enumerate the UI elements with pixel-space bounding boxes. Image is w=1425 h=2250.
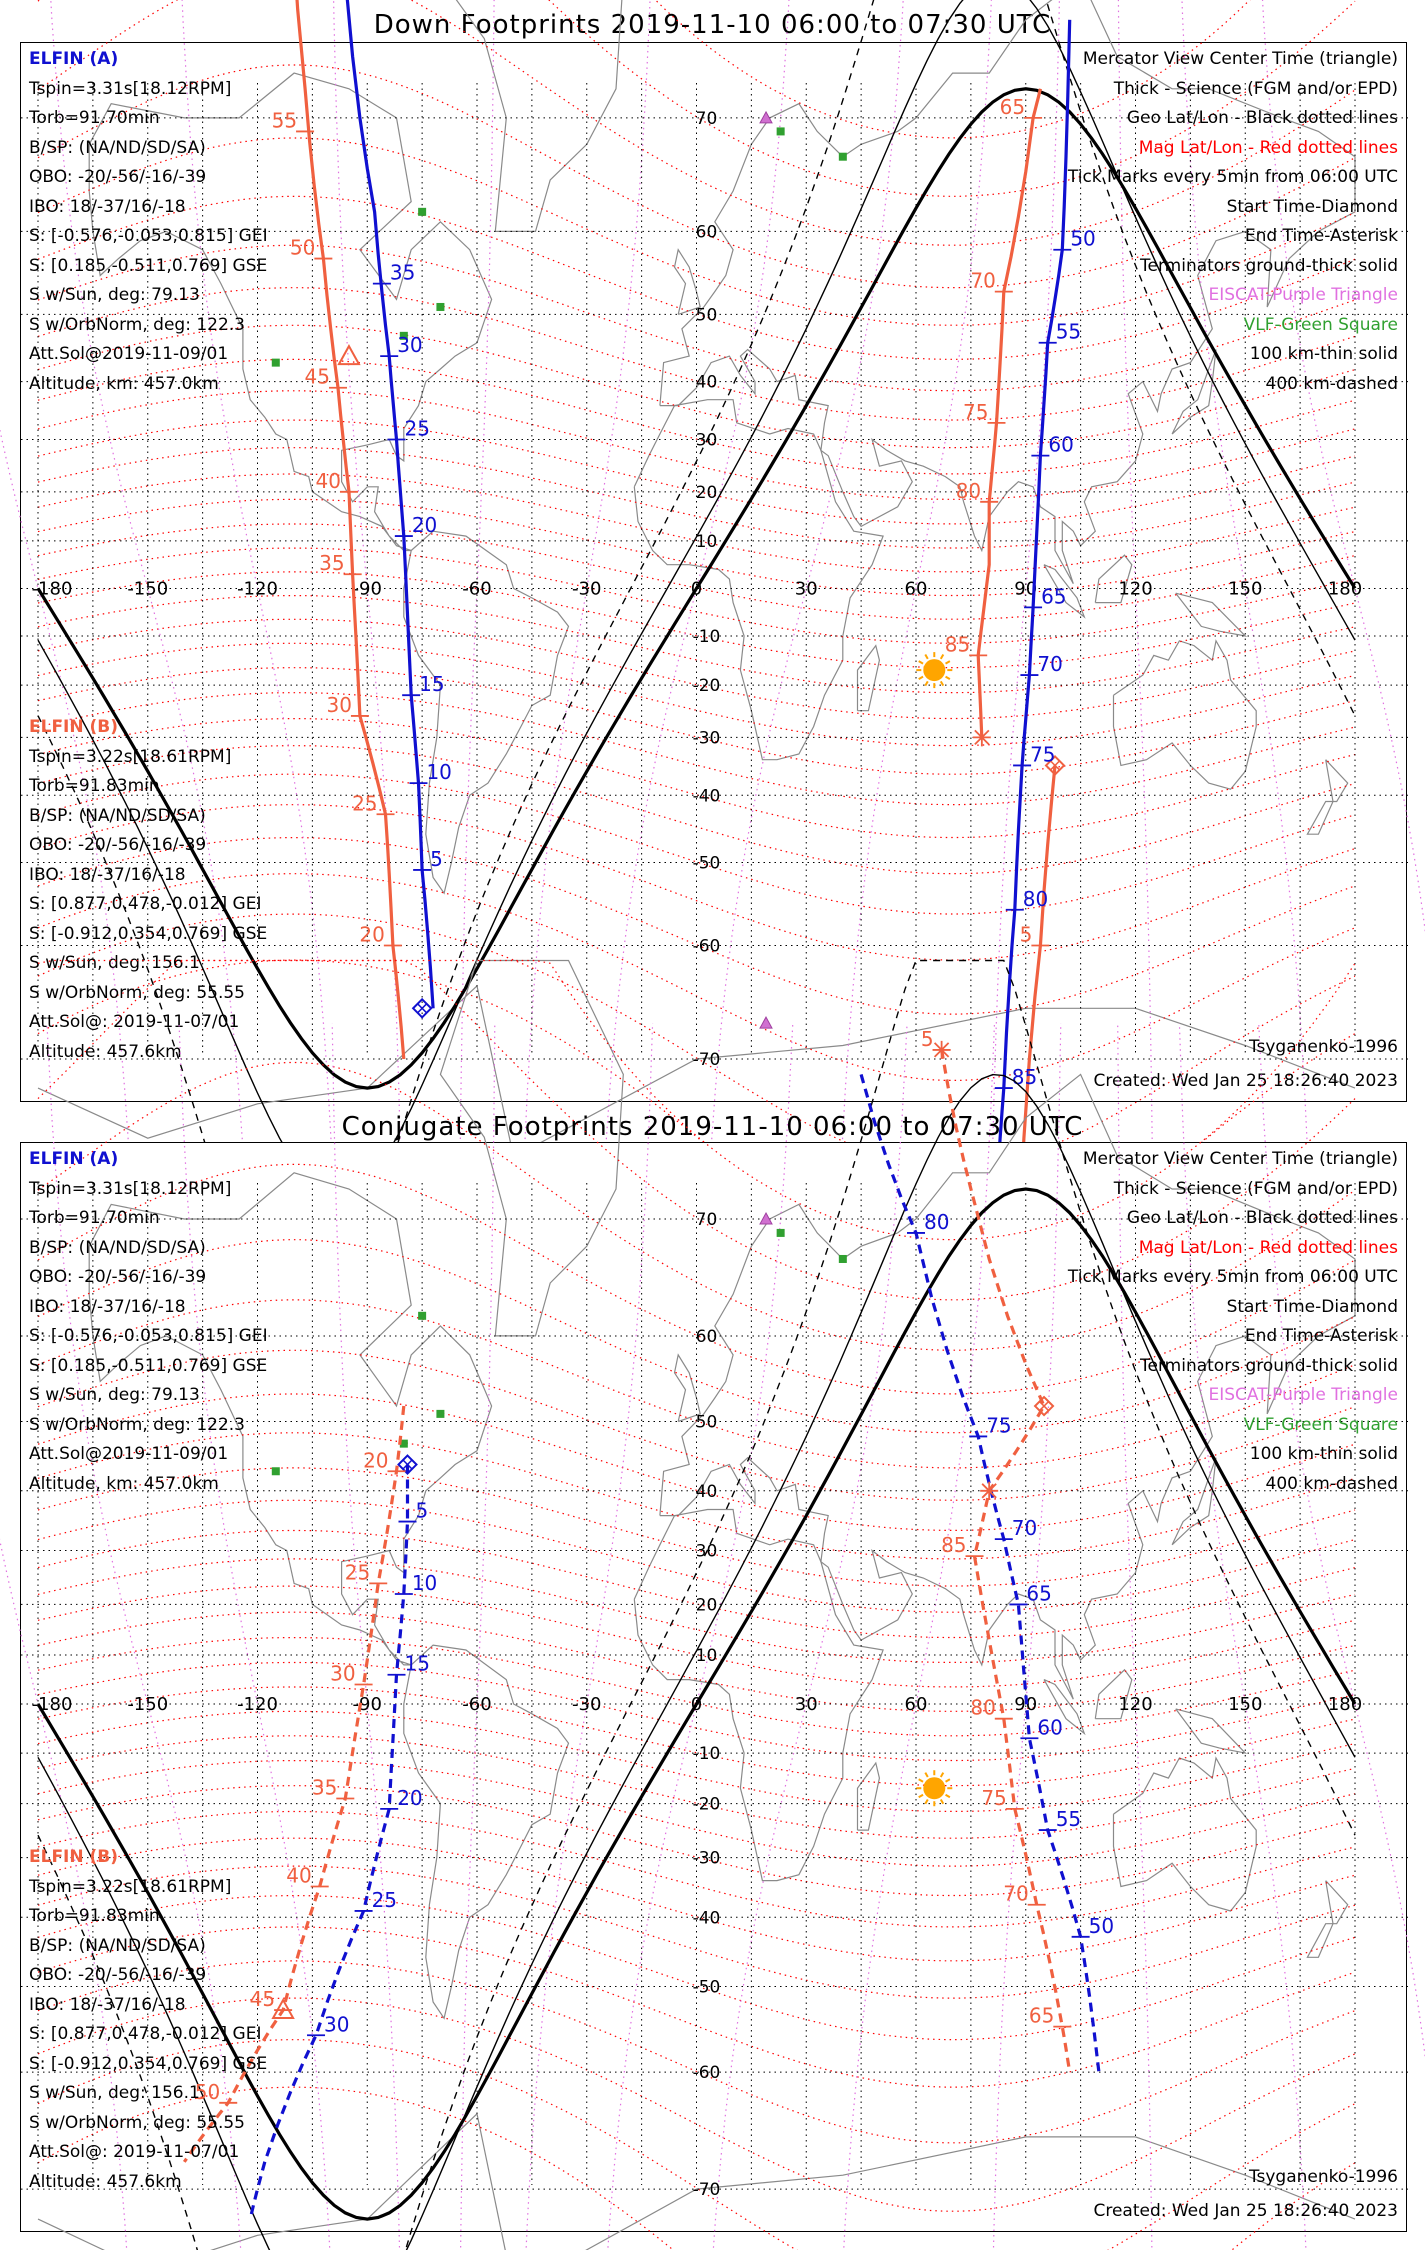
map-frame	[20, 42, 1407, 1102]
lon-label: -60	[462, 578, 492, 600]
lon-label: 30	[794, 578, 818, 600]
mag-lon-line	[47, 0, 249, 1249]
track-markers	[273, 1041, 1053, 2018]
tick-label: 80	[970, 1695, 996, 1720]
lon-label: -180	[31, 578, 73, 600]
tick-label: 20	[397, 1785, 423, 1810]
elfin-b-info: S: [-0.912,0.354,0.769] GSE	[29, 923, 268, 944]
tick-label: 35	[311, 1775, 338, 1800]
vlf-square	[839, 153, 847, 161]
lat-label: 20	[695, 482, 718, 503]
legend-item: Tick Marks every 5min from 06:00 UTC	[1067, 167, 1398, 187]
lon-label: -60	[462, 1694, 492, 1716]
mag-lon-line	[459, 1023, 495, 2250]
sun-disk	[923, 659, 945, 681]
panel-title: Conjugate Footprints 2019-11-10 06:00 to 07:30 UTC	[341, 1112, 1084, 1142]
mag-lon-line	[705, 0, 907, 1249]
coastline-madagascar	[858, 1763, 880, 1830]
tick-label: 65	[1028, 2003, 1055, 2028]
vlf-square	[436, 1410, 444, 1418]
lon-label: -30	[572, 1694, 602, 1716]
tick-label: 5	[415, 1498, 429, 1523]
elfin-b-title: ELFIN (B)	[29, 1847, 119, 1867]
mag-lon-line	[991, 0, 1061, 1249]
tick-label: 30	[324, 2012, 350, 2037]
lat-label: -50	[692, 1977, 721, 1998]
tick-label: 5	[1019, 922, 1033, 947]
elfin-a-info: Att.Sol@2019-11-09/01	[29, 1444, 229, 1464]
elfin-b-info: IBO: 18/-37/16/-18	[29, 1994, 186, 2015]
tick-label: 15	[404, 1651, 430, 1676]
sun-ray	[941, 681, 944, 685]
sun-ray	[919, 661, 923, 664]
legend-item: Mag Lat/Lon - Red dotted lines	[1138, 1237, 1398, 1258]
tick-label: 25	[344, 1560, 371, 1585]
elfin-b-info: S w/OrbNorm, deg: 55.55	[29, 2112, 246, 2133]
vlf-square	[272, 1467, 280, 1475]
legend-item: Terminators ground-thick solid	[1140, 255, 1398, 276]
elfin-b-info: S w/Sun, deg: 156.1	[29, 2083, 200, 2103]
tick-label: 70	[1003, 1881, 1029, 1906]
tick-label: 25	[371, 1887, 398, 1912]
tick-label: 40	[315, 468, 341, 493]
elfin-a-info: Altitude, km: 457.0km	[29, 1473, 219, 1494]
lat-label: -10	[692, 1744, 721, 1765]
elfin-a-track	[250, 1465, 407, 2220]
tick-label: 50	[1070, 226, 1096, 251]
elfin-a-info: S: [0.185,-0.511,0.769] GSE	[29, 255, 268, 276]
lat-label: 40	[695, 372, 718, 393]
tick-label: 70	[1037, 652, 1063, 677]
sun-ray	[946, 1779, 950, 1782]
tick-label: 65	[999, 94, 1026, 119]
tick-label: 80	[955, 478, 982, 503]
mag-lon-line	[179, 0, 336, 1249]
lat-label: -50	[692, 853, 721, 874]
lon-label: 0	[690, 578, 703, 600]
vlf-square	[777, 1229, 785, 1237]
tick-label: 30	[326, 692, 352, 717]
elfin-b-info: S: [0.877,0.478,-0.012] GEI	[29, 894, 262, 914]
mag-lon-line	[991, 1023, 1061, 2250]
sun-icon	[916, 1770, 952, 1806]
coastline-newguinea	[1176, 1709, 1246, 1753]
sun-ray	[946, 677, 950, 680]
coastline-japan	[1172, 1458, 1216, 1545]
lat-label: 70	[695, 1209, 718, 1230]
lat-label: 50	[695, 305, 718, 326]
tick-label: 30	[397, 333, 423, 358]
lat-label: 50	[695, 1412, 718, 1433]
tick-label: 5	[920, 1026, 934, 1051]
lon-label: -90	[352, 1694, 382, 1716]
tick-label: 20	[359, 922, 385, 947]
legend-item: Tick Marks every 5min from 06:00 UTC	[1067, 1267, 1398, 1287]
elfin-b-info: Tspin=3.22s[18.61RPM]	[29, 746, 232, 767]
legend-item: Mercator View Center Time (triangle)	[1082, 49, 1398, 69]
coastline-australia	[1114, 1758, 1257, 1911]
tick-label: 35	[319, 551, 345, 576]
tick-label: 75	[981, 1785, 1007, 1810]
elfin-b-info: S w/Sun, deg: 156.1	[29, 953, 200, 973]
lon-label: -150	[127, 1694, 169, 1716]
elfin-b-track	[942, 1050, 1070, 2072]
elfin-a-info: S: [0.185,-0.511,0.769] GSE	[29, 1355, 268, 1376]
elfin-b-info: Att.Sol@: 2019-11-07/01	[29, 1012, 240, 1032]
lat-label: 20	[695, 1595, 718, 1616]
lon-label: 180	[1327, 578, 1363, 600]
elfin-a-info: S: [-0.576,-0.053,0.815] GEI	[29, 226, 268, 246]
sun-ray	[946, 661, 950, 664]
tick-label: 65	[1041, 584, 1067, 609]
elfin-b-info: S: [0.877,0.478,-0.012] GEI	[29, 2024, 262, 2044]
elfin-b-info: Torb=91.83min	[29, 776, 160, 796]
mag-lon-line	[521, 1023, 653, 2250]
tick-label: 75	[963, 399, 989, 424]
sun-ray	[925, 655, 928, 659]
tick-label: 55	[271, 108, 298, 133]
lon-label: -30	[572, 578, 602, 600]
elfin-b-info: Altitude: 457.6km	[29, 2171, 182, 2192]
legend-item: 100 km-thin solid	[1249, 1444, 1398, 1464]
elfin-b-title: ELFIN (B)	[29, 717, 119, 737]
elfin-b-info: Tspin=3.22s[18.61RPM]	[29, 1876, 232, 1897]
ground-sites	[272, 0, 847, 367]
elfin-a-info: Altitude, km: 457.0km	[29, 373, 219, 394]
tick-label: 60	[1048, 432, 1074, 457]
elfin-b-info: S: [-0.912,0.354,0.769] GSE	[29, 2053, 268, 2074]
legend-item: Geo Lat/Lon - Black dotted lines	[1126, 108, 1398, 128]
sun-ray	[919, 1795, 923, 1798]
legend-item: End Time-Asterisk	[1244, 1326, 1398, 1346]
tick-label: 85	[944, 632, 971, 657]
mag-lon-line	[332, 0, 402, 1249]
tick-label: 50	[1088, 1913, 1115, 1938]
elfin-a-info: OBO: -20/-56/-16/-39	[29, 167, 207, 187]
vlf-square	[839, 1255, 847, 1263]
tick-label: 20	[363, 1448, 389, 1473]
lon-label: 90	[1014, 578, 1038, 600]
lat-label: -60	[692, 936, 721, 957]
elfin-a-info: S w/Sun, deg: 79.13	[29, 1385, 200, 1405]
legend-item: Mercator View Center Time (triangle)	[1082, 1149, 1398, 1169]
map-canvas	[21, 43, 1408, 1103]
elfin-a-info: IBO: 18/-37/16/-18	[29, 196, 186, 217]
elfin-a-title: ELFIN (A)	[29, 49, 119, 69]
tick-label: 85	[941, 1533, 967, 1558]
tick-label: 35	[389, 260, 416, 285]
tick-label: 75	[1030, 742, 1056, 767]
tick-label: 85	[1011, 1065, 1038, 1090]
sun-disk	[923, 1777, 945, 1799]
elfin-a-info: B/SP: (NA/ND/SD/SA)	[29, 1237, 206, 1258]
legend-item: Thick - Science (FGM and/or EPD)	[1113, 78, 1398, 99]
tick-label: 60	[1037, 1715, 1063, 1740]
tick-label: 55	[1055, 319, 1082, 344]
lat-label: 10	[695, 1646, 718, 1667]
elfin-b-info: B/SP: (NA/ND/SD/SA)	[29, 805, 206, 826]
end-asterisk	[980, 1482, 998, 1500]
elfin-b-info: IBO: 18/-37/16/-18	[29, 864, 186, 885]
lat-label: 30	[695, 1541, 718, 1562]
elfin-b-info: B/SP: (NA/ND/SD/SA)	[29, 1935, 206, 1956]
tick-label: 15	[419, 672, 445, 697]
vlf-square	[777, 127, 785, 135]
tick-label: 10	[426, 760, 452, 785]
lon-label: -150	[127, 578, 169, 600]
sun-ray	[925, 1773, 928, 1777]
sun-ray	[941, 1773, 944, 1777]
lat-label: 60	[695, 222, 718, 243]
lon-label: 120	[1118, 578, 1153, 600]
coastline-japan	[1172, 350, 1216, 435]
created-label: Created: Wed Jan 25 18:26:40 2023	[1093, 2201, 1398, 2221]
elfin-a-info: IBO: 18/-37/16/-18	[29, 1296, 186, 1317]
lon-label: 60	[904, 578, 928, 600]
vlf-square	[418, 1312, 426, 1320]
lon-label: 120	[1118, 1694, 1153, 1716]
legend-item: Start Time-Diamond	[1226, 1296, 1398, 1317]
elfin-a-info: S: [-0.576,-0.053,0.815] GEI	[29, 1326, 268, 1346]
tick-label: 80	[924, 1209, 950, 1234]
sun-ray	[941, 1799, 944, 1803]
coastline-nz	[1307, 760, 1347, 835]
lat-label: -40	[692, 1908, 721, 1929]
elfin-b-track	[184, 1406, 403, 2162]
start-diamond-cross	[418, 1004, 426, 1012]
lon-label: 150	[1228, 578, 1263, 600]
tick-label: 70	[970, 268, 996, 293]
tick-label: 5	[430, 846, 443, 871]
lat-label: 40	[695, 1481, 718, 1502]
lon-label: -120	[237, 1694, 278, 1716]
legend-item: EISCAT-Purple Triangle	[1208, 285, 1398, 305]
tick-label: 25	[404, 416, 430, 441]
lat-label: 10	[695, 531, 718, 552]
elfin-a-info: Torb=91.70min	[29, 108, 160, 128]
legend-item: Terminators ground-thick solid	[1140, 1355, 1398, 1376]
lat-label: -70	[692, 1049, 721, 1070]
tick-label: 70	[1011, 1516, 1038, 1541]
tick-label: 50	[194, 2079, 221, 2104]
tick-label: 30	[330, 1661, 356, 1686]
lat-label: 70	[695, 108, 718, 129]
vlf-square	[272, 359, 280, 367]
legend-item: Mag Lat/Lon - Red dotted lines	[1138, 137, 1398, 158]
sun-ray	[925, 1799, 928, 1803]
lat-label: -40	[692, 786, 721, 807]
elfin-a-title: ELFIN (A)	[29, 1149, 119, 1169]
sun-ray	[925, 681, 928, 685]
model-label: Tsyganenko-1996	[1248, 1037, 1398, 1057]
end-asterisk	[973, 728, 991, 746]
mag-lon-line	[838, 0, 995, 1249]
sun-ray	[941, 655, 944, 659]
legend-item: VLF-Green Square	[1243, 314, 1398, 335]
mag-lon-line	[1259, 0, 1425, 1249]
legend-item: 400 km-dashed	[1265, 1473, 1398, 1494]
elfin-a-info: S w/OrbNorm, deg: 122.3	[29, 1414, 246, 1435]
lon-label: 90	[1014, 1694, 1038, 1716]
tick-label: 40	[286, 1863, 312, 1888]
elfin-b-info: S w/OrbNorm, deg: 55.55	[29, 982, 246, 1003]
tick-label: 45	[249, 1987, 276, 2012]
created-label: Created: Wed Jan 25 18:26:40 2023	[1093, 1071, 1398, 1091]
sun-ray	[946, 1795, 950, 1798]
panel-conjugate	[0, 1026, 1425, 2250]
lat-label: 30	[695, 430, 718, 451]
tick-label: 65	[1026, 1581, 1052, 1606]
tick-label: 75	[986, 1413, 1012, 1438]
legend-item: End Time-Asterisk	[1244, 226, 1398, 246]
sun-ray	[919, 1779, 923, 1782]
coastline-australia	[1114, 641, 1257, 789]
elfin-a-info: Torb=91.70min	[29, 1208, 160, 1228]
panel-title: Down Footprints 2019-11-10 06:00 to 07:30 UTC	[373, 10, 1052, 40]
lon-label: 0	[690, 1694, 703, 1716]
lon-label: 180	[1327, 1694, 1363, 1716]
lat-label: -70	[692, 2180, 721, 2201]
lat-label: -30	[692, 1848, 721, 1869]
sun-ray	[919, 677, 923, 680]
lon-label: -90	[352, 578, 382, 600]
elfin-a-info: S w/Sun, deg: 79.13	[29, 285, 200, 305]
elfin-a-info: B/SP: (NA/ND/SD/SA)	[29, 137, 206, 158]
mag-lon-line	[0, 0, 134, 1249]
elfin-b-info: Torb=91.83min	[29, 1906, 160, 1926]
legend-item: 400 km-dashed	[1265, 373, 1398, 394]
elfin-a-info: Tspin=3.31s[18.12RPM]	[29, 78, 232, 99]
elfin-a-info: OBO: -20/-56/-16/-39	[29, 1267, 207, 1287]
lat-label: -60	[692, 2063, 721, 2084]
lon-label: -180	[31, 1694, 73, 1716]
tick-label: 80	[1022, 886, 1049, 911]
mag-lon-line	[332, 1023, 402, 2250]
elfin-b-info: Att.Sol@: 2019-11-07/01	[29, 2142, 240, 2162]
elfin-b-info: Altitude: 457.6km	[29, 1041, 182, 1062]
tick-label: 50	[289, 235, 316, 260]
sun-icon	[916, 652, 952, 688]
lat-label: 60	[695, 1326, 718, 1347]
lon-label: 150	[1228, 1694, 1263, 1716]
lat-label: -20	[692, 676, 721, 697]
elfin-a-info: Tspin=3.31s[18.12RPM]	[29, 1178, 232, 1199]
elfin-b-info: OBO: -20/-56/-16/-39	[29, 835, 207, 855]
legend-item: Thick - Science (FGM and/or EPD)	[1113, 1178, 1398, 1199]
elfin-b-info: OBO: -20/-56/-16/-39	[29, 1965, 207, 1985]
lat-label: -30	[692, 728, 721, 749]
elfin-a-info: S w/OrbNorm, deg: 122.3	[29, 314, 246, 335]
start-diamond-cross	[1040, 1402, 1048, 1410]
tick-label: 55	[1055, 1807, 1082, 1832]
tick-label: 20	[411, 513, 438, 538]
legend-item: Geo Lat/Lon - Black dotted lines	[1126, 1208, 1398, 1228]
lon-label: -120	[237, 578, 278, 600]
lat-label: -20	[692, 1794, 721, 1815]
model-label: Tsyganenko-1996	[1248, 2167, 1398, 2187]
legend-item: 100 km-thin solid	[1249, 344, 1398, 364]
lon-label: 30	[794, 1694, 818, 1716]
mag-lon-line	[459, 0, 495, 1249]
time-ticks	[272, 95, 1096, 1089]
tick-label: 25	[352, 791, 378, 816]
tick-label: 45	[304, 364, 330, 389]
lat-label: -10	[692, 627, 721, 648]
tick-label: 10	[411, 1570, 438, 1595]
legend-item: Start Time-Diamond	[1226, 196, 1398, 217]
vlf-square	[436, 303, 444, 311]
elfin-a-info: Att.Sol@2019-11-09/01	[29, 344, 229, 364]
legend-item: VLF-Green Square	[1243, 1414, 1398, 1435]
lon-label: 60	[904, 1694, 928, 1716]
vlf-square	[418, 208, 426, 216]
legend-item: EISCAT-Purple Triangle	[1208, 1385, 1398, 1405]
